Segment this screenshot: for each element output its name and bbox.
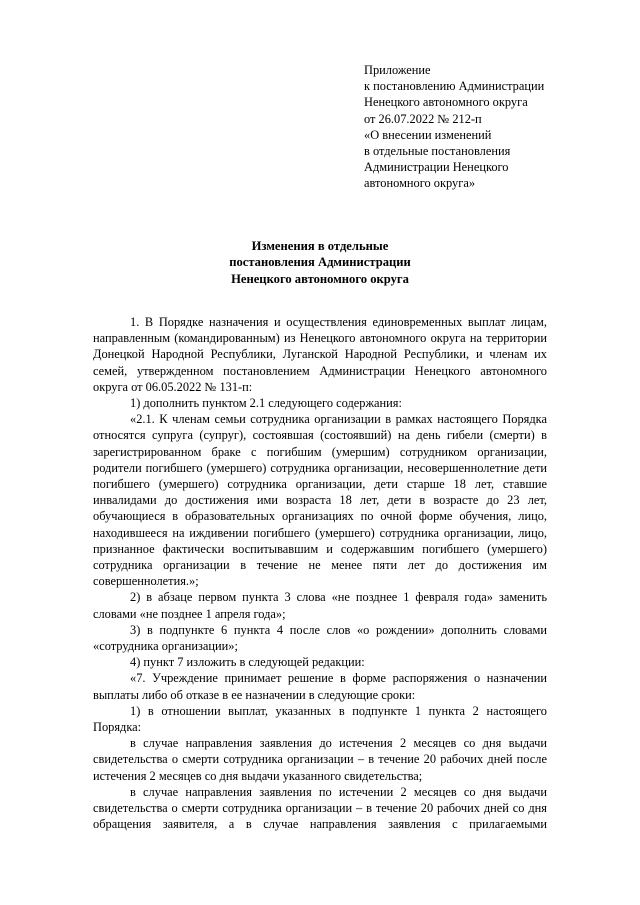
appendix-line: в отдельные постановления (364, 144, 511, 159)
paragraph: «7. Учреждение принимает решение в форме распоряжения о назначении выплаты либо об отказе в ее назначении в следующие сроки: (93, 671, 547, 702)
paragraph: «2.1. К членам семьи сотрудника организации в рамках настоящего Порядка относятся супруга (супруг), состоявшая (состоявший) на день гибели (смерти) в зарегистрированном браке с погибшим (умершим) сотрудником организации, родители погибшего (умершего) сотрудника организации, несовершеннолетние дети погибшего (умершего) сотрудника организации, дети старше 18 лет, ставшие инвалидами до достижения ими возраста 18 лет, дети в возрасте до 23 лет, обучающиеся в образовательных организациях по очной форме обучения, лицо, находившееся на иждивении погибшего (умершего) сотрудника организации, лицо, признанное фактически воспитывавшим и содержавшим погибшего (умершего) сотрудника организации в течение не менее пяти лет до достижения им совершеннолетия.»; (93, 412, 547, 589)
paragraph: 1. В Порядке назначения и осуществления единовременных выплат лицам, направленным (командированным) из Ненецкого автономного округа на территории Донецкой Народной Республики, Луганской Народной Республики, и членам их семей, утвержденном постановлением Администрации Ненецкого автономного округа от 06.05.2022 № 131-п: (93, 315, 547, 394)
paragraph: 4) пункт 7 изложить в следующей редакции: (130, 655, 365, 670)
paragraph: 2) в абзаце первом пункта 3 слова «не позднее 1 февраля года» заменить словами «не позднее 1 апреля года»; (93, 590, 547, 621)
appendix-line: от 26.07.2022 № 212-п (364, 111, 482, 126)
paragraph: 1) в отношении выплат, указанных в подпункте 1 пункта 2 настоящего Порядка: (93, 703, 547, 735)
appendix-line: автономного округа» (364, 176, 476, 191)
paragraph: 3) в подпункте 6 пункта 4 после слов «о рождении» дополнить словами «сотрудника организации»; (93, 622, 547, 654)
paragraph: в случае направления заявления по истечении 2 месяцев со дня выдачи свидетельства о смерти сотрудника организации – в течение 20 рабочих дней со дня обращения заявителя, а в случае направления заявления с прилагаемыми (93, 784, 547, 832)
paragraph: в случае направления заявления до истечения 2 месяцев со дня выдачи свидетельства о смерти сотрудника организации – в течение 20 рабочих дней после истечения 2 месяцев со дня выдачи указанного свидетельства; (93, 736, 547, 783)
document-body (93, 314, 547, 833)
paragraph: 1) дополнить пунктом 2.1 следующего содержания: (130, 396, 402, 411)
appendix-line: «О внесении изменений (364, 127, 492, 142)
appendix-line: Ненецкого автономного округа (364, 95, 528, 110)
title-line: Изменения в отдельные (251, 239, 389, 253)
appendix-header (364, 62, 614, 192)
title-line: Ненецкого автономного округа (231, 271, 409, 286)
document-title (96, 238, 544, 287)
appendix-line: к постановлению Администрации (364, 79, 545, 94)
appendix-line: Приложение (364, 63, 431, 77)
title-line: постановления Администрации (229, 255, 411, 270)
appendix-line: Администрации Ненецкого (364, 160, 509, 175)
